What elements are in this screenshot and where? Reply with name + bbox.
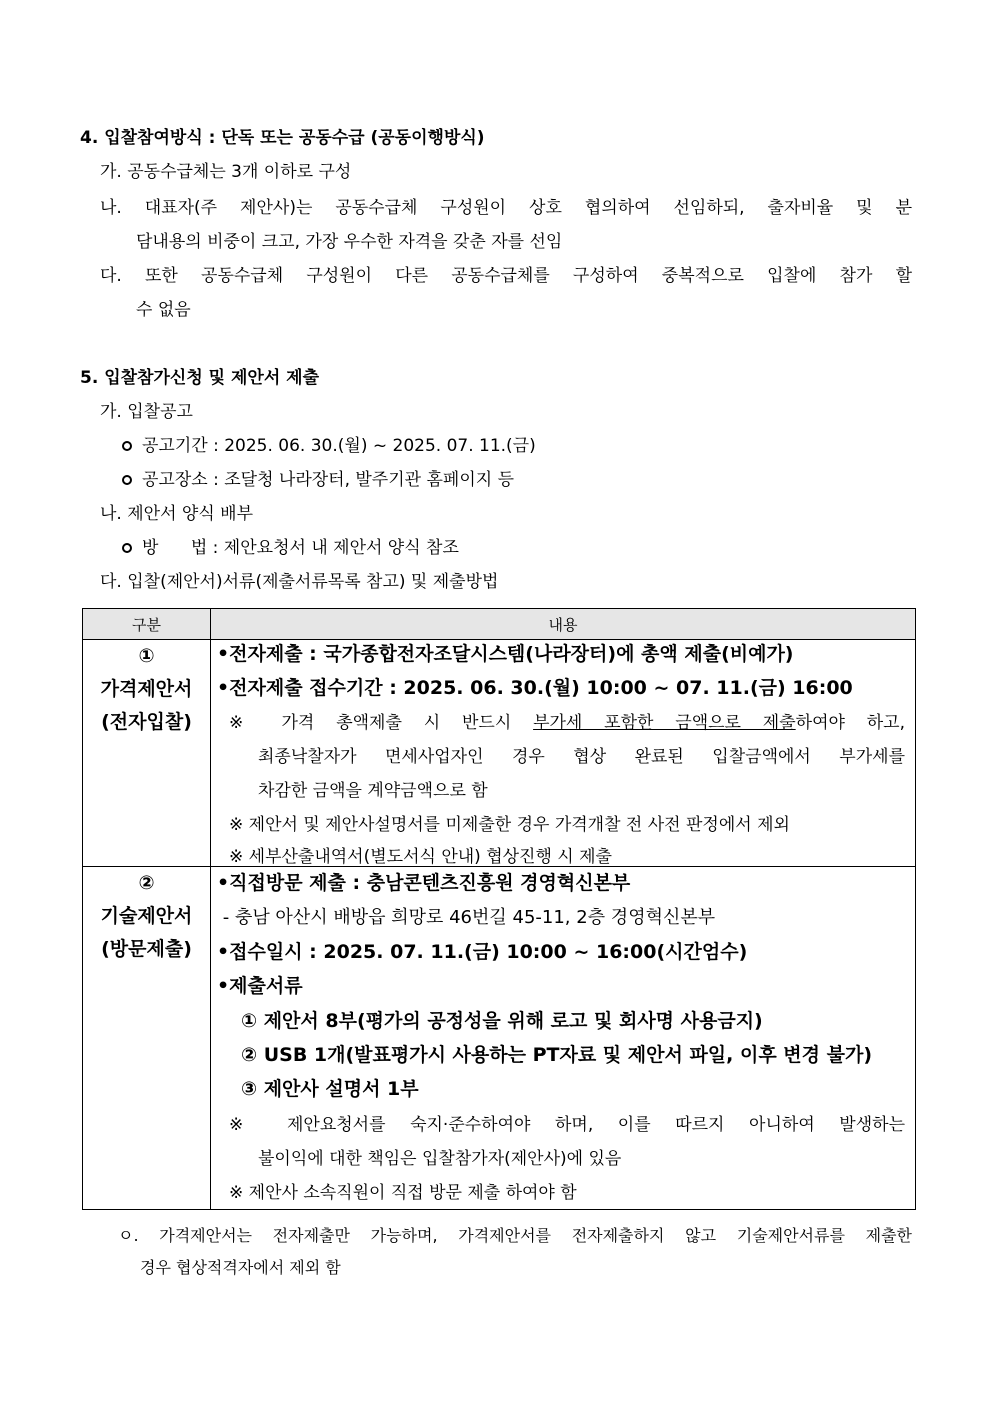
content-line: ② USB 1개(발표평가시 사용하는 PT자료 및 제안서 파일, 이후 변경 불가): [241, 1044, 873, 1066]
row-title: 가격제안서: [100, 678, 193, 700]
content-line: [229, 712, 905, 734]
row-title: 기술제안서: [100, 905, 193, 927]
content-line: •접수일시 : 2025. 07. 11.(금) 10:00 ~ 16:00(시간엄수): [217, 941, 748, 963]
section-5-item-ga: 가. 입찰공고: [100, 402, 193, 422]
bullet-text: 방 법 : 제안요청서 내 제안서 양식 참조: [142, 538, 459, 558]
section-5-item-da: 다. 입찰(제안서)서류(제출서류목록 참고) 및 제출방법: [100, 572, 499, 592]
content-line: ※ 제안서 및 제안사설명서를 미제출한 경우 가격개찰 전 사전 판정에서 제외: [229, 815, 790, 835]
content-line: •직접방문 제출 : 충남콘텐츠진흥원 경영혁신본부: [217, 872, 631, 894]
content-line: •제출서류: [217, 975, 303, 997]
section-5-ga-bullet-period: [122, 435, 536, 457]
table-row-tech-proposal: [83, 867, 916, 1210]
row-content-price: [211, 640, 916, 867]
content-line: •전자제출 접수기간 : 2025. 06. 30.(월) 10:00 ~ 07. 11.(금) 16:00: [217, 677, 853, 699]
circle-bullet-icon: [122, 441, 132, 451]
section-4-item-da-line1: 다. 또한 공동수급체 구성원이 다른 공동수급체를 구성하여 중복적으로 입찰에 참가 할: [100, 266, 912, 286]
bullet-text: 공고장소 : 조달청 나라장터, 발주기관 홈페이지 등: [142, 470, 514, 490]
row-subtitle: (전자입찰): [101, 711, 192, 733]
vat-included-emphasis: 부가세 포함한 금액으로 제출: [533, 713, 796, 733]
section-5-item-na: 나. 제안서 양식 배부: [100, 504, 253, 524]
section-5-heading: 5. 입찰참가신청 및 제안서 제출: [80, 368, 320, 388]
circle-bullet-icon: [122, 475, 132, 485]
content-line: 최종낙찰자가 면세사업자인 경우 협상 완료된 입찰금액에서 부가세를: [258, 747, 905, 767]
section-5-ga-bullet-place: [122, 469, 514, 491]
row-number: ②: [138, 872, 155, 894]
bullet-text: 공고기간 : 2025. 06. 30.(월) ~ 2025. 07. 11.(금): [142, 436, 536, 456]
note-text: ※ 가격 총액제출 시 반드시: [229, 713, 534, 733]
table-row-price-proposal: [83, 640, 916, 867]
content-line: 불이익에 대한 책임은 입찰참가자(제안사)에 있음: [258, 1149, 622, 1169]
content-line: ① 제안서 8부(평가의 공정성을 위해 로고 및 회사명 사용금지): [241, 1010, 763, 1032]
section-4-item-da-line2: 수 없음: [136, 300, 191, 320]
note-line2: 경우 협상적격자에서 제외 함: [140, 1258, 341, 1277]
section-4-item-ga: 가. 공동수급체는 3개 이하로 구성: [100, 162, 352, 182]
note-text: 하여야 하고,: [795, 713, 906, 733]
content-line: 차감한 금액을 계약금액으로 함: [258, 781, 488, 801]
row-number: ①: [138, 645, 155, 667]
row-label-tech: [83, 867, 211, 1210]
content-line: - 충남 아산시 배방읍 희망로 46번길 45-11, 2층 경영혁신본부: [217, 907, 716, 928]
row-label-price: [83, 640, 211, 867]
row-content-tech: [211, 867, 916, 1210]
note-line1: ㅇ. 가격제안서는 전자제출만 가능하며, 가격제안서를 전자제출하지 않고 기술제안서류를 제출한: [118, 1226, 912, 1245]
content-line: ※ 제안사 소속직원이 직접 방문 제출 하여야 함: [229, 1183, 577, 1203]
header-content: 내용: [211, 609, 916, 640]
circle-bullet-icon: [122, 543, 132, 553]
row-subtitle: (방문제출): [101, 938, 192, 960]
section-4-item-na-line2: 담내용의 비중이 크고, 가장 우수한 자격을 갖춘 자를 선임: [136, 232, 563, 252]
content-line: ※ 제안요청서를 숙지·준수하여야 하며, 이를 따르지 아니하여 발생하는: [229, 1115, 905, 1135]
content-line: ※ 세부산출내역서(별도서식 안내) 협상진행 시 제출: [229, 847, 612, 867]
section-5-na-bullet-method: [122, 537, 459, 559]
table-header-row: [83, 609, 916, 640]
content-line: ③ 제안사 설명서 1부: [241, 1078, 419, 1100]
section-4-heading: 4. 입찰참여방식 : 단독 또는 공동수급 (공동이행방식): [80, 128, 485, 148]
content-line: •전자제출 : 국가종합전자조달시스템(나라장터)에 총액 제출(비예가): [217, 643, 794, 665]
header-category: 구분: [83, 609, 211, 640]
section-4-item-na-line1: 나. 대표자(주 제안사)는 공동수급체 구성원이 상호 협의하여 선임하되, 출자비율 및 분: [100, 198, 912, 218]
submission-table: [82, 608, 916, 1210]
